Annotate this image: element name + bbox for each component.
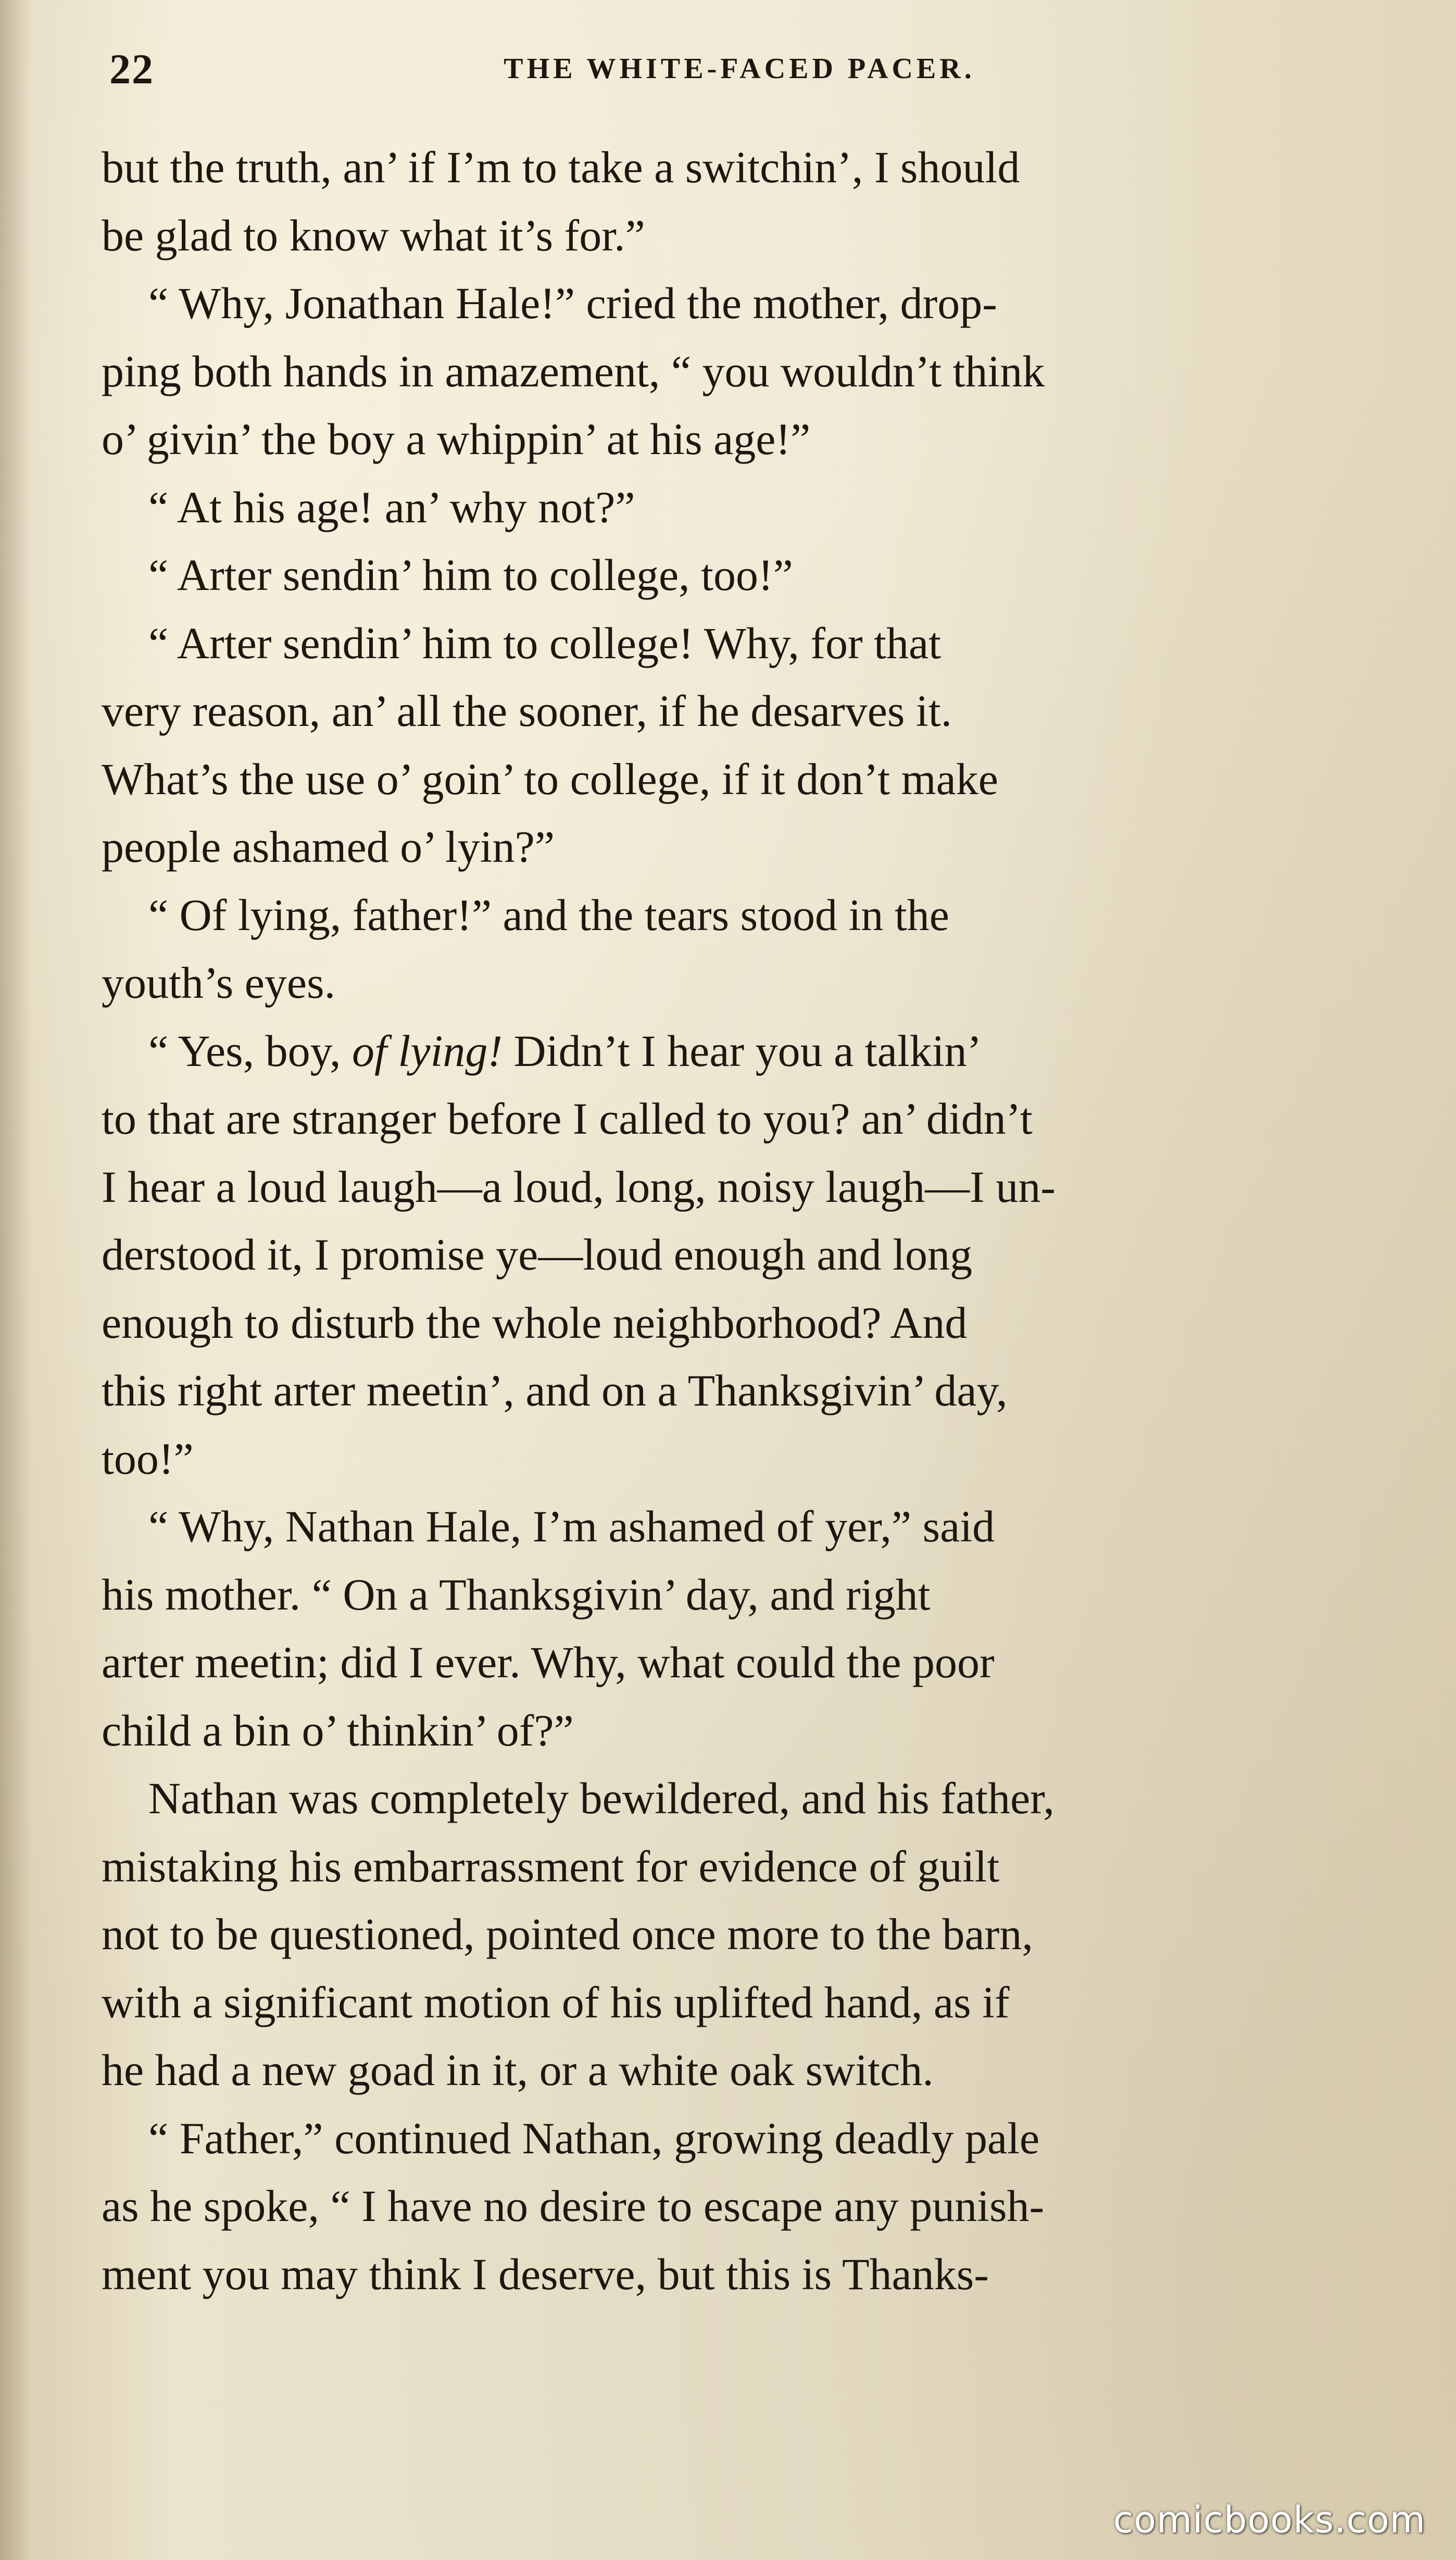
text-line: not to be questioned, pointed once more to the barn, bbox=[102, 1909, 1033, 1959]
text-line: o’ givin’ the boy a whippin’ at his age!” bbox=[102, 414, 811, 464]
text-line: “ Why, Nathan Hale, I’m ashamed of yer,” said bbox=[148, 1501, 995, 1551]
text-line: be glad to know what it’s for.” bbox=[102, 210, 645, 260]
text-line: but the truth, an’ if I’m to take a switchin’, I should bbox=[102, 142, 1020, 192]
text-line: What’s the use o’ goin’ to college, if it don’t make bbox=[102, 754, 998, 804]
text-line: this right arter meetin’, and on a Thanksgivin’ day, bbox=[102, 1365, 1008, 1415]
running-title: THE WHITE-FACED PACER. bbox=[504, 53, 975, 85]
body-text bbox=[102, 133, 1372, 2308]
italic-phrase: of lying! bbox=[352, 1025, 503, 1076]
text-line: youth’s eyes. bbox=[102, 958, 336, 1008]
text-line: derstood it, I promise ye—loud enough and long bbox=[102, 1229, 972, 1279]
text-line: child a bin o’ thinkin’ of?” bbox=[102, 1705, 574, 1755]
running-head bbox=[109, 41, 1370, 103]
text-line: “ Of lying, father!” and the tears stood in the bbox=[148, 889, 949, 940]
text-line: with a significant motion of his uplifted hand, as if bbox=[102, 1977, 1010, 2027]
text-line: arter meetin; did I ever. Why, what could the poor bbox=[102, 1637, 995, 1687]
text-line: ping both hands in amazement, “ you wouldn’t think bbox=[102, 346, 1045, 396]
text-line: “ Arter sendin’ him to college, too!” bbox=[148, 550, 793, 600]
watermark: comicbooks.com bbox=[1113, 2499, 1426, 2541]
page-gutter-shadow bbox=[0, 0, 31, 2560]
text-run: “ Yes, boy, bbox=[148, 1025, 353, 1076]
text-line: his mother. “ On a Thanksgivin’ day, and right bbox=[102, 1569, 931, 1620]
text-line: as he spoke, “ I have no desire to escape any punish- bbox=[102, 2181, 1045, 2231]
text-line: enough to disturb the whole neighborhood? And bbox=[102, 1297, 968, 1348]
text-run: Didn’t I hear you a talkin’ bbox=[503, 1025, 982, 1076]
text-line-italic bbox=[102, 1017, 1372, 1085]
text-line: too!” bbox=[102, 1433, 194, 1484]
text-line: I hear a loud laugh—a loud, long, noisy laugh—I un- bbox=[102, 1161, 1056, 1212]
text-line: mistaking his embarrassment for evidence of guilt bbox=[102, 1841, 1000, 1891]
text-line: very reason, an’ all the sooner, if he desarves it. bbox=[102, 686, 952, 736]
text-line: “ At his age! an’ why not?” bbox=[148, 482, 635, 532]
text-line: Nathan was completely bewildered, and his father, bbox=[148, 1773, 1055, 1823]
text-line: “ Father,” continued Nathan, growing deadly pale bbox=[148, 2113, 1040, 2163]
text-line: ment you may think I deserve, but this is Thanks- bbox=[102, 2249, 989, 2299]
text-line: people ashamed o’ lyin?” bbox=[102, 822, 555, 872]
text-line: “ Why, Jonathan Hale!” cried the mother, drop- bbox=[148, 278, 997, 328]
text-line: to that are stranger before I called to you? an’ didn’t bbox=[102, 1094, 1033, 1144]
text-line: “ Arter sendin’ him to college! Why, for that bbox=[148, 618, 942, 668]
text-line: he had a new goad in it, or a white oak switch. bbox=[102, 2045, 934, 2095]
page-number: 22 bbox=[109, 45, 154, 93]
